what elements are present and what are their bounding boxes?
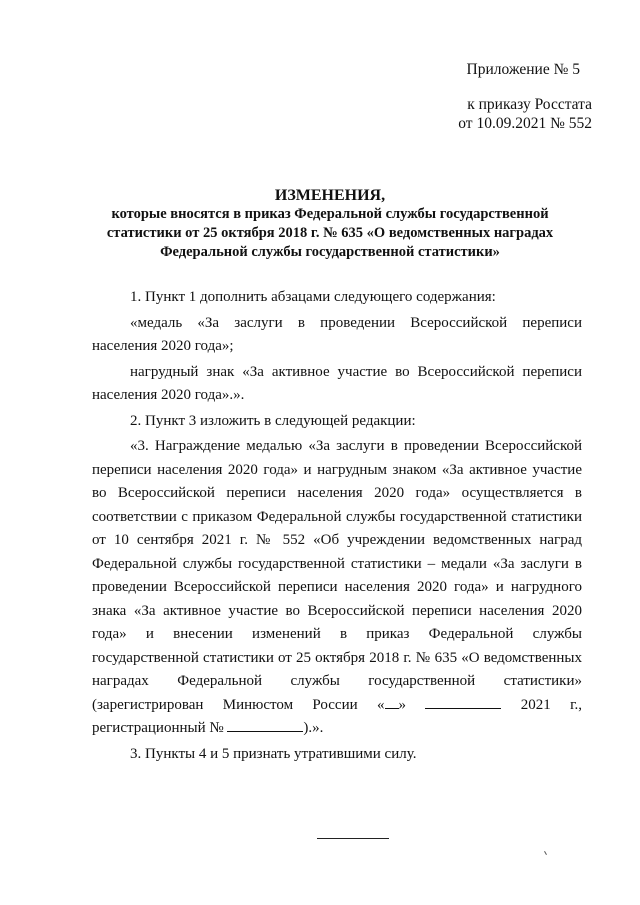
blank-registration-number: [227, 717, 303, 732]
closing-rule: [317, 838, 389, 839]
paragraph-2: «медаль «За заслуги в проведении Всероссийской переписи населения 2020 года»;: [92, 314, 582, 354]
paragraph-5-end: ).».: [303, 720, 324, 736]
heading-line-3: Федеральной службы государственной статистики»: [160, 244, 500, 260]
date-day-quote-open: «: [377, 696, 385, 713]
paragraph-5: [92, 435, 582, 741]
paragraph-5-text: «3. Награждение медалью «За заслуги в проведении Всероссийской переписи населения 2020 года» и нагрудным знаком «За активное участие во Всероссийской переписи населения 2020 года» осуществляется в соответствии с приказом Федеральной службы государственной статистики от 10 сентября 2021 г. № 552 «Об учреждении ведомственных наград Федеральной службы государственной статистики – медали «За заслуги в проведении Всероссийской переписи населения 2020 года» и нагрудного знака «За активное участие во Всероссийской переписи населения 2020 года» и внесении изменений в приказ Федеральной службы государственной статистики от 25 октября 2018 г. № 635 «О ведомственных наградах Федеральной службы государственной статистики» (зарегистрирован Минюстом России: [92, 438, 582, 713]
paragraph-3: нагрудный знак «За активное участие во Всероссийской переписи населения 2020 года».».: [92, 363, 582, 403]
blank-day: [385, 694, 399, 709]
document-body: [92, 284, 582, 766]
document-heading: [80, 186, 580, 262]
annex-order-ref: к приказу Росстата: [467, 96, 592, 113]
annex-number: Приложение № 5: [466, 61, 580, 78]
registration-year: 2021 г., регистрационный: [92, 696, 583, 736]
heading-title: ИЗМЕНЕНИЯ,: [274, 187, 386, 204]
registration-number-sign: №: [209, 720, 224, 736]
paragraph-1: 1. Пункт 1 дополнить абзацами следующего содержания:: [130, 289, 496, 305]
annex-order-date: от 10.09.2021 № 552: [458, 115, 592, 132]
annex-header: [458, 60, 592, 133]
heading-line-2: статистики от 25 октября 2018 г. № 635 «О ведомственных наградах: [106, 225, 554, 241]
date-day-quote-close: »: [398, 696, 406, 713]
heading-line-1: которые вносятся в приказ Федеральной службы государственной: [111, 206, 549, 222]
paragraph-6: 3. Пункты 4 и 5 признать утратившими силу.: [130, 745, 417, 762]
paragraph-4: 2. Пункт 3 изложить в следующей редакции:: [130, 412, 416, 429]
blank-month: [425, 694, 501, 709]
scan-speck: [544, 851, 547, 855]
